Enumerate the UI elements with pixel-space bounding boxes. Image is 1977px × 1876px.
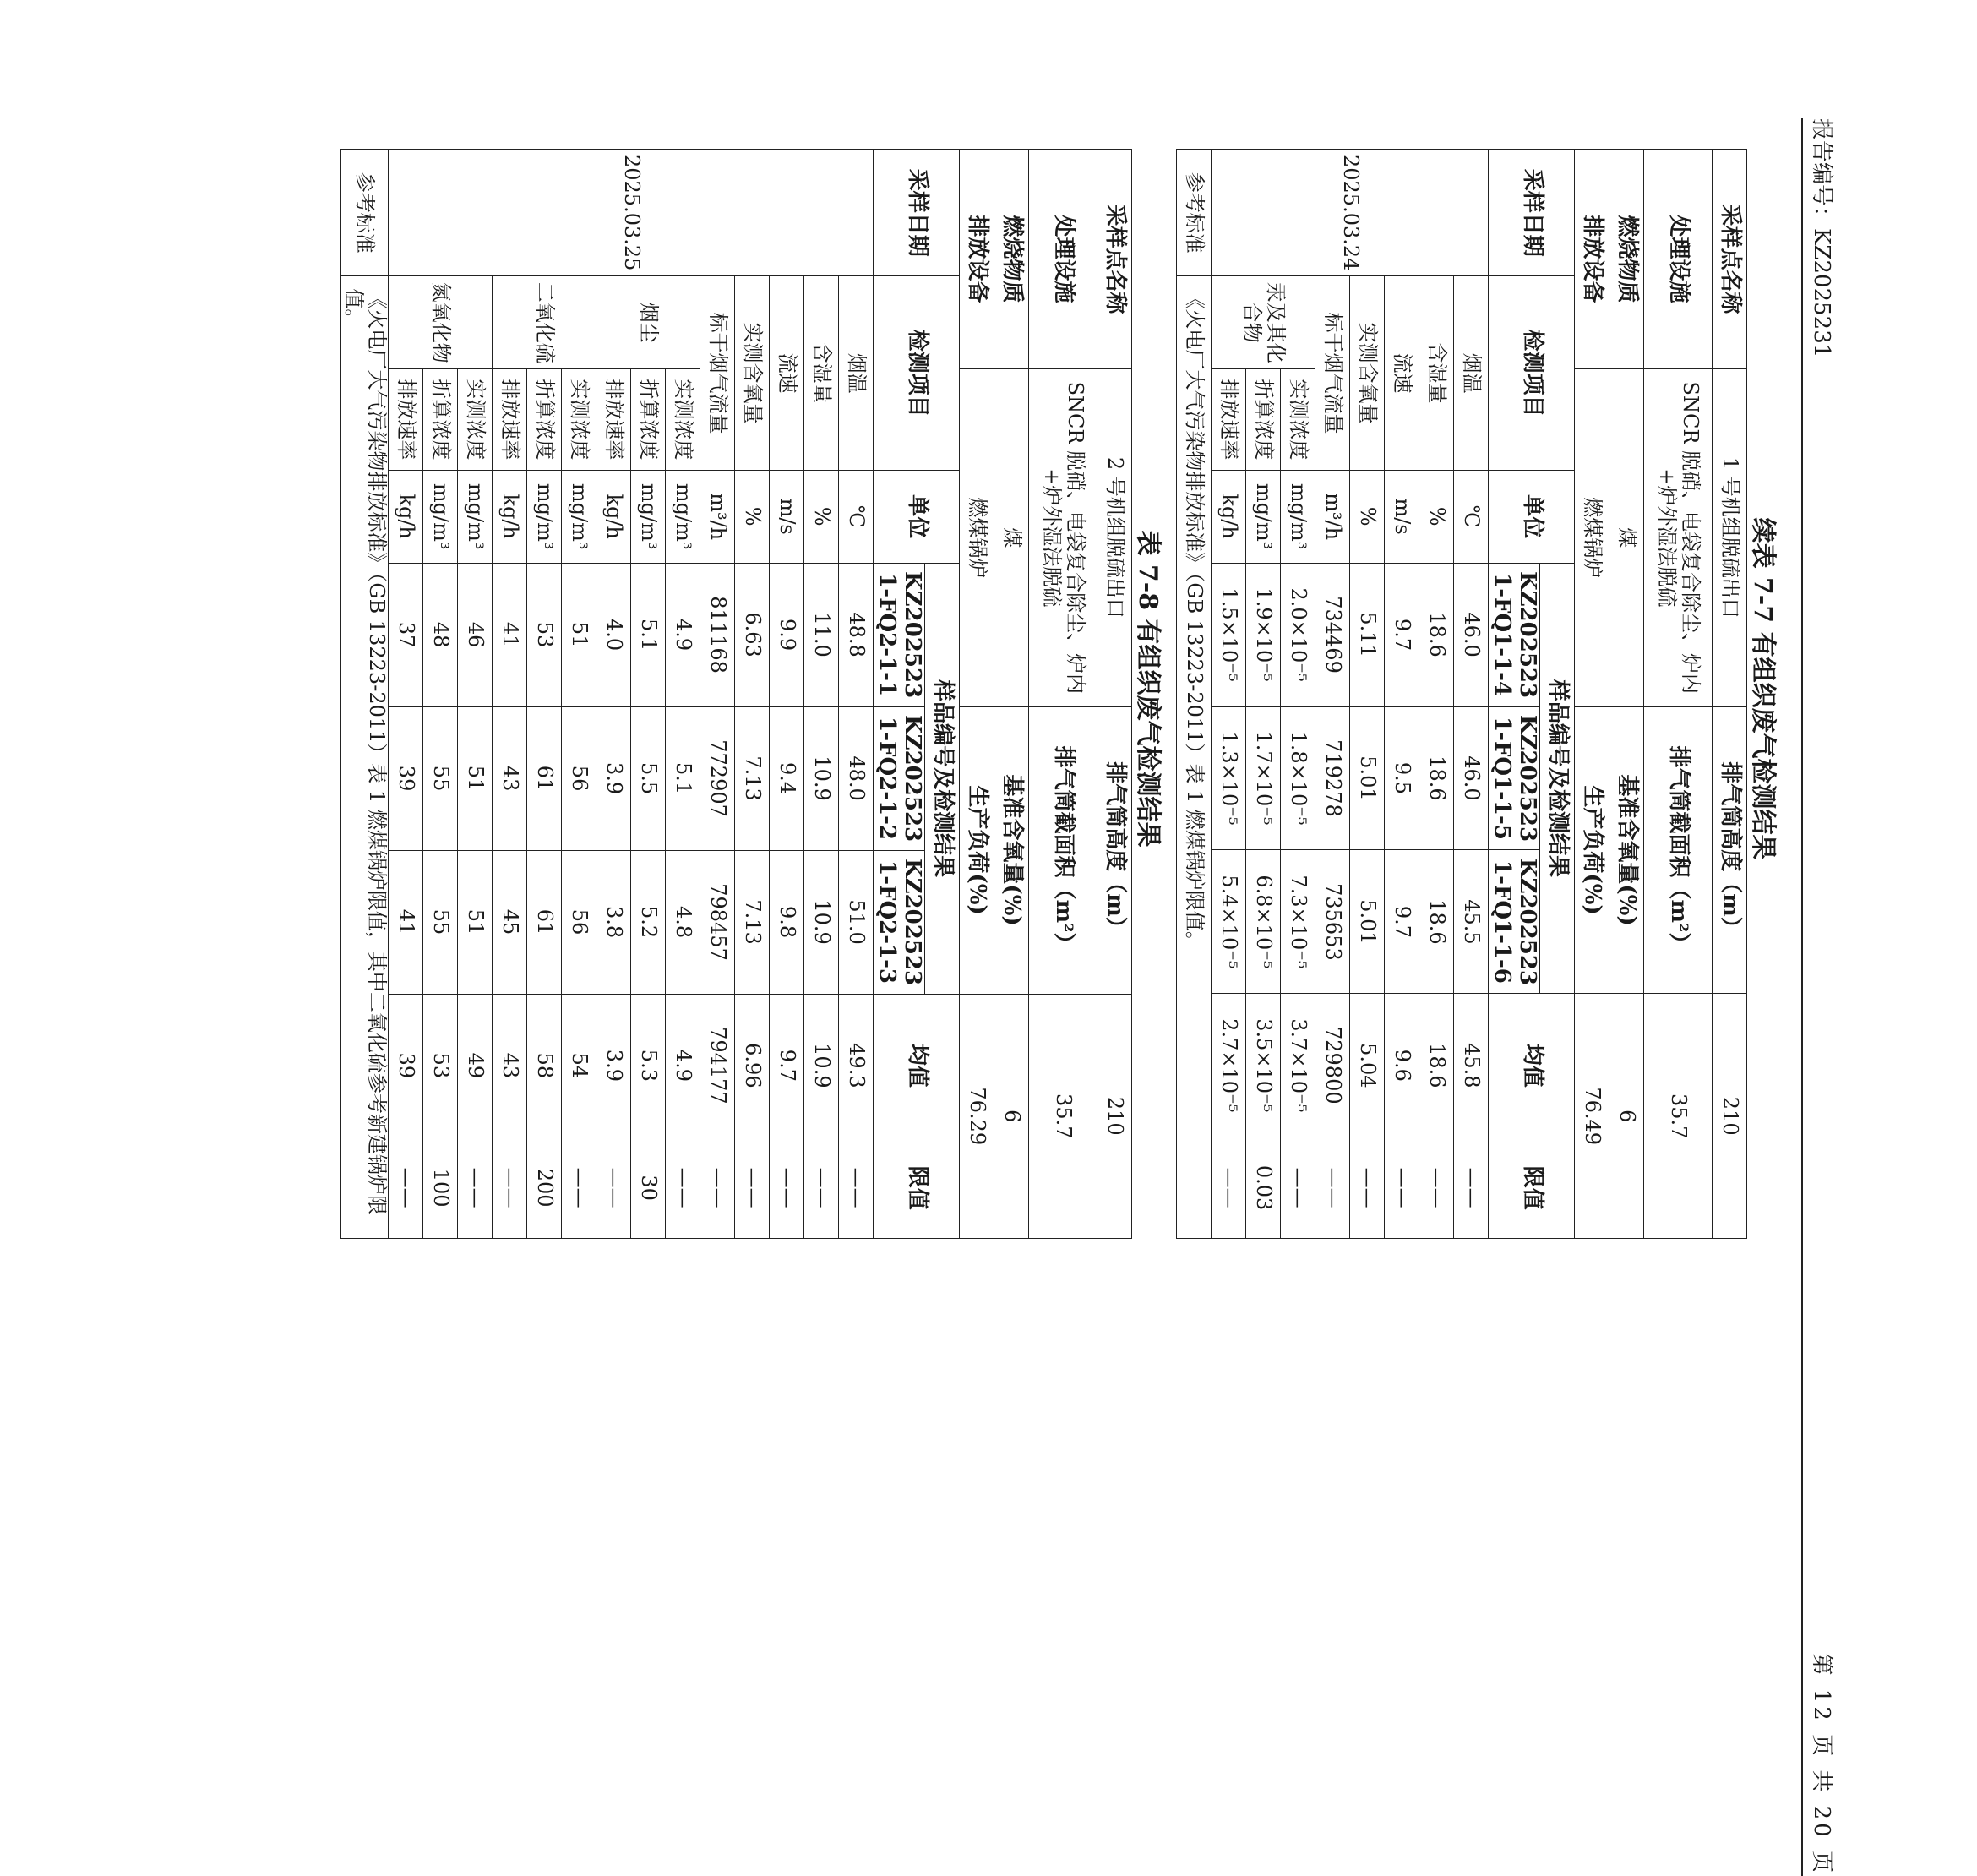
result-value: 1.9×10⁻⁵ (1246, 563, 1281, 706)
test-item: 含湿量 (804, 276, 839, 470)
result-value: 61 (527, 850, 562, 994)
ref-text: 《火电厂大气污染物排放标准》（GB 13223-2011）表 1 燃煤锅炉限值。 (1177, 276, 1212, 1239)
unit: m³/h (1315, 470, 1350, 563)
mean-value: 54 (562, 994, 596, 1137)
result-value: 45 (493, 850, 527, 994)
limit-value: —— (1212, 1137, 1246, 1239)
limit-value: 100 (423, 1137, 458, 1239)
stack-area-value: 35.7 (1029, 994, 1097, 1238)
test-item: 实测含氧量 (735, 276, 770, 470)
result-value: 46.0 (1454, 563, 1489, 706)
test-item: 标干烟气流量 (1315, 276, 1350, 470)
test-item: 标干烟气流量 (700, 276, 735, 470)
result-value: 798457 (700, 850, 735, 994)
table1-title: 续表 7-7 有组织废气检测结果 (1747, 118, 1784, 1259)
date-header: 采样日期 (874, 150, 960, 276)
ref-oxygen-value: 6 (1609, 994, 1644, 1239)
limit-value: —— (458, 1137, 493, 1239)
result-value: 1.7×10⁻⁵ (1246, 706, 1281, 850)
ref-text: 《火电厂大气污染物排放标准》（GB 13223-2011）表 1 燃煤锅炉限值，其中二氧化硫参考新建锅炉限值。 (341, 276, 389, 1239)
result-value: 5.1 (631, 563, 666, 706)
table-row (735, 150, 770, 1239)
result-value: 43 (493, 706, 527, 850)
table-row (700, 150, 735, 1239)
item-header: 检测项目 (1489, 276, 1575, 470)
test-subitem: 实测浓度 (562, 369, 596, 471)
load-value: 76.29 (960, 994, 994, 1238)
test-item: 烟温 (1454, 276, 1489, 470)
limit-value: —— (1454, 1137, 1489, 1239)
stack-height-label: 排气筒高度（m） (1097, 706, 1132, 994)
mean-value: 4.9 (666, 994, 700, 1137)
result-value: 5.01 (1350, 706, 1385, 850)
unit: kg/h (493, 470, 527, 563)
limit-header: 限值 (874, 1137, 960, 1239)
test-item: 流速 (770, 276, 804, 470)
result-value: 735653 (1315, 850, 1350, 994)
fuel-value: 煤 (1609, 369, 1644, 706)
result-value: 10.9 (804, 706, 839, 850)
unit: ℃ (1454, 470, 1489, 563)
limit-value: 0.03 (1246, 1137, 1281, 1239)
unit: % (735, 470, 770, 563)
unit: mg/m³ (631, 470, 666, 563)
unit: mg/m³ (562, 470, 596, 563)
unit-header: 单位 (1489, 470, 1575, 563)
result-value: 41 (493, 563, 527, 706)
sample-id: KZ202523 1-FQ2-1-3 (874, 850, 925, 994)
test-subitem: 折算浓度 (527, 369, 562, 471)
unit: mg/m³ (458, 470, 493, 563)
result-value: 53 (527, 563, 562, 706)
test-subitem: 排放速率 (596, 369, 631, 471)
load-label: 生产负荷(%) (960, 706, 994, 994)
samples-header: 样品编号及检测结果 (1540, 563, 1575, 994)
result-value: 5.01 (1350, 850, 1385, 994)
unit: mg/m³ (527, 470, 562, 563)
unit: % (1350, 470, 1385, 563)
page-number: 第 12 页 共 20 页 (1808, 1654, 1839, 1876)
sample-id: KZ202523 1-FQ1-1-4 (1489, 563, 1540, 706)
result-value: 48.0 (839, 706, 874, 850)
mean-value: 58 (527, 994, 562, 1137)
limit-value: —— (700, 1137, 735, 1239)
mean-value: 6.96 (735, 994, 770, 1137)
mean-value: 5.3 (631, 994, 666, 1137)
result-value: 9.8 (770, 850, 804, 994)
mean-value: 49 (458, 994, 493, 1137)
report-number: 报告编号：KZ2025231 (1808, 118, 1839, 357)
result-value: 51 (458, 850, 493, 994)
limit-value: —— (735, 1137, 770, 1239)
result-value: 51 (562, 563, 596, 706)
result-value: 9.5 (1385, 706, 1419, 850)
item-header: 检测项目 (874, 276, 960, 470)
result-value: 55 (423, 850, 458, 994)
result-value: 45.5 (1454, 850, 1489, 994)
mean-header: 均值 (874, 994, 960, 1137)
sample-id: KZ202523 1-FQ1-1-6 (1489, 850, 1540, 994)
result-value: 41 (389, 850, 423, 994)
limit-header: 限值 (1489, 1137, 1575, 1239)
result-value: 7.3×10⁻⁵ (1281, 850, 1315, 994)
result-value: 3.8 (596, 850, 631, 994)
mean-value: 3.5×10⁻⁵ (1246, 994, 1281, 1137)
equipment-label: 排放设备 (1575, 150, 1609, 369)
sample-id: KZ202523 1-FQ2-1-2 (874, 706, 925, 850)
mean-value: 9.6 (1385, 994, 1419, 1137)
table2 (340, 149, 1132, 1239)
stack-area-label: 排气筒截面积（m²） (1029, 706, 1097, 994)
limit-value: 200 (527, 1137, 562, 1239)
mean-value: 10.9 (804, 994, 839, 1137)
sampling-point-value: 2 号机组脱硫出口 (1097, 369, 1132, 707)
stack-area-label: 排气筒截面积（m²） (1644, 706, 1713, 994)
facility-value: SNCR 脱硝、电袋复合除尘、炉内+炉外湿法脱硫 (1029, 369, 1097, 707)
unit-header: 单位 (874, 470, 960, 563)
result-value: 46.0 (1454, 706, 1489, 850)
result-value: 6.63 (735, 563, 770, 706)
result-value: 9.7 (1385, 563, 1419, 706)
result-value: 9.4 (770, 706, 804, 850)
result-value: 55 (423, 706, 458, 850)
limit-value: —— (1385, 1137, 1419, 1239)
unit: m/s (770, 470, 804, 563)
result-value: 811168 (700, 563, 735, 706)
result-value: 1.5×10⁻⁵ (1212, 563, 1246, 706)
result-value: 46 (458, 563, 493, 706)
mean-value: 49.3 (839, 994, 874, 1137)
result-value: 5.4×10⁻⁵ (1212, 850, 1246, 994)
facility-value: SNCR 脱硝、电袋复合除尘、炉内+炉外湿法脱硫 (1644, 369, 1713, 706)
test-subitem: 折算浓度 (631, 369, 666, 471)
test-item-group: 烟尘 (596, 276, 700, 369)
result-value: 56 (562, 706, 596, 850)
sampling-date: 2025.03.25 (389, 150, 874, 276)
unit: m³/h (700, 470, 735, 563)
result-value: 4.8 (666, 850, 700, 994)
load-label: 生产负荷(%) (1575, 706, 1609, 994)
table-row (458, 150, 493, 1239)
ref-oxygen-label: 基准含氧量(%) (994, 706, 1029, 994)
mean-value: 3.7×10⁻⁵ (1281, 994, 1315, 1137)
table-row (1281, 150, 1315, 1239)
result-value: 51.0 (839, 850, 874, 994)
limit-value: —— (1281, 1137, 1315, 1239)
result-value: 4.0 (596, 563, 631, 706)
page-header (1801, 118, 1842, 1876)
mean-value: 729800 (1315, 994, 1350, 1137)
test-item: 实测含氧量 (1350, 276, 1385, 470)
sampling-point-value: 1 号机组脱硫出口 (1713, 369, 1747, 706)
ref-label: 参考标准 (1177, 150, 1212, 276)
date-header: 采样日期 (1489, 150, 1575, 276)
result-value: 1.3×10⁻⁵ (1212, 706, 1246, 850)
result-value: 61 (527, 706, 562, 850)
result-value: 51 (458, 706, 493, 850)
result-value: 4.9 (666, 563, 700, 706)
mean-value: 3.9 (596, 994, 631, 1137)
limit-value: —— (1419, 1137, 1454, 1239)
result-value: 37 (389, 563, 423, 706)
result-value: 9.7 (1385, 850, 1419, 994)
limit-value: —— (493, 1137, 527, 1239)
result-value: 7.13 (735, 850, 770, 994)
result-value: 1.8×10⁻⁵ (1281, 706, 1315, 850)
sampling-point-label: 采样点名称 (1097, 150, 1132, 369)
result-value: 56 (562, 850, 596, 994)
unit: mg/m³ (1246, 470, 1281, 563)
result-value: 5.2 (631, 850, 666, 994)
stack-height-label: 排气筒高度（m） (1713, 706, 1747, 994)
result-value: 719278 (1315, 706, 1350, 850)
sampling-date: 2025.03.24 (1212, 150, 1489, 276)
mean-value: 43 (493, 994, 527, 1137)
sample-id: KZ202523 1-FQ1-1-5 (1489, 706, 1540, 850)
mean-value: 5.04 (1350, 994, 1385, 1137)
fuel-label: 燃烧物质 (1609, 150, 1644, 369)
test-item-group: 氮氧化物 (389, 276, 493, 369)
limit-value: —— (666, 1137, 700, 1239)
unit: % (804, 470, 839, 563)
result-value: 18.6 (1419, 706, 1454, 850)
table-row (666, 150, 700, 1239)
result-value: 6.8×10⁻⁵ (1246, 850, 1281, 994)
equipment-value: 燃煤锅炉 (1575, 369, 1609, 706)
result-value: 11.0 (804, 563, 839, 706)
mean-value: 53 (423, 994, 458, 1137)
limit-value: —— (596, 1137, 631, 1239)
sample-id: KZ202523 1-FQ2-1-1 (874, 563, 925, 706)
table-row (839, 150, 874, 1239)
result-value: 5.1 (666, 706, 700, 850)
unit: kg/h (1212, 470, 1246, 563)
load-value: 76.49 (1575, 994, 1609, 1239)
ref-oxygen-value: 6 (994, 994, 1029, 1238)
result-value: 18.6 (1419, 850, 1454, 994)
stack-height-value: 210 (1713, 994, 1747, 1239)
table-row (770, 150, 804, 1239)
result-value: 7.13 (735, 706, 770, 850)
unit: mg/m³ (1281, 470, 1315, 563)
unit: ℃ (839, 470, 874, 563)
limit-value: —— (389, 1137, 423, 1239)
limit-value: —— (562, 1137, 596, 1239)
result-value: 18.6 (1419, 563, 1454, 706)
table2-title: 表 7-8 有组织废气检测结果 (1132, 118, 1169, 1259)
result-value: 734469 (1315, 563, 1350, 706)
limit-value: 30 (631, 1137, 666, 1239)
result-value: 39 (389, 706, 423, 850)
result-value: 3.9 (596, 706, 631, 850)
table-row (1315, 150, 1350, 1239)
result-value: 10.9 (804, 850, 839, 994)
mean-value: 18.6 (1419, 994, 1454, 1137)
test-subitem: 实测浓度 (458, 369, 493, 471)
sampling-point-label: 采样点名称 (1713, 150, 1747, 369)
result-value: 48 (423, 563, 458, 706)
stack-area-value: 35.7 (1644, 994, 1713, 1239)
unit: % (1419, 470, 1454, 563)
test-subitem: 排放速率 (389, 369, 423, 471)
mean-value: 39 (389, 994, 423, 1137)
table-row (1454, 150, 1489, 1239)
mean-header: 均值 (1489, 994, 1575, 1137)
result-value: 2.0×10⁻⁵ (1281, 563, 1315, 706)
test-subitem: 排放速率 (493, 369, 527, 471)
test-subitem: 折算浓度 (1246, 369, 1281, 471)
result-value: 772907 (700, 706, 735, 850)
test-subitem: 折算浓度 (423, 369, 458, 471)
fuel-label: 燃烧物质 (994, 150, 1029, 369)
unit: mg/m³ (423, 470, 458, 563)
limit-value: —— (770, 1137, 804, 1239)
unit: m/s (1385, 470, 1419, 563)
test-item-group: 二氧化硫 (493, 276, 596, 369)
test-item: 流速 (1385, 276, 1419, 470)
test-subitem: 实测浓度 (1281, 369, 1315, 471)
test-item-group: 汞及其化合物 (1212, 276, 1315, 369)
ref-label: 参考标准 (341, 150, 389, 276)
ref-oxygen-label: 基准含氧量(%) (1609, 706, 1644, 994)
stack-height-value: 210 (1097, 994, 1132, 1238)
result-value: 5.11 (1350, 563, 1385, 706)
samples-header: 样品编号及检测结果 (925, 563, 960, 994)
unit: kg/h (596, 470, 631, 563)
table1 (1176, 149, 1747, 1239)
table-row (1419, 150, 1454, 1239)
facility-label: 处理设施 (1644, 150, 1713, 369)
test-item: 烟温 (839, 276, 874, 470)
result-value: 5.5 (631, 706, 666, 850)
mean-value: 9.7 (770, 994, 804, 1137)
limit-value: —— (1350, 1137, 1385, 1239)
test-subitem: 实测浓度 (666, 369, 700, 471)
equipment-label: 排放设备 (960, 150, 994, 369)
fuel-value: 煤 (994, 369, 1029, 707)
unit: kg/h (389, 470, 423, 563)
mean-value: 45.8 (1454, 994, 1489, 1137)
result-value: 48.8 (839, 563, 874, 706)
result-value: 9.9 (770, 563, 804, 706)
test-subitem: 排放速率 (1212, 369, 1246, 471)
mean-value: 794177 (700, 994, 735, 1137)
table-row (562, 150, 596, 1239)
facility-label: 处理设施 (1029, 150, 1097, 369)
limit-value: —— (1315, 1137, 1350, 1239)
equipment-value: 燃煤锅炉 (960, 369, 994, 707)
unit: mg/m³ (666, 470, 700, 563)
limit-value: —— (804, 1137, 839, 1239)
test-item: 含湿量 (1419, 276, 1454, 470)
table-row (1350, 150, 1385, 1239)
mean-value: 2.7×10⁻⁵ (1212, 994, 1246, 1137)
table-row (804, 150, 839, 1239)
table-row (1385, 150, 1419, 1239)
limit-value: —— (839, 1137, 874, 1239)
